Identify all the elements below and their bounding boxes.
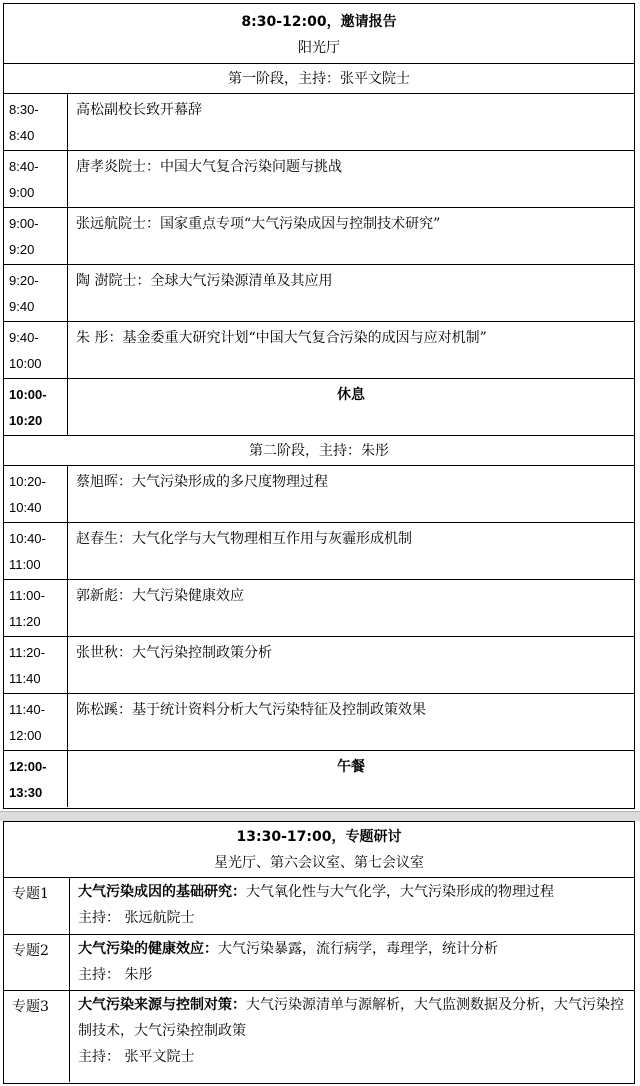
topic-title: 大气污染的健康效应： <box>78 941 218 957</box>
table-row <box>4 94 634 151</box>
topic-label: 专题3 <box>4 991 70 1082</box>
morning-header <box>4 4 634 64</box>
time-cell <box>4 151 68 207</box>
topic-host: 主持： 张远航院士 <box>78 910 195 926</box>
lunch-row <box>4 751 634 807</box>
topic-label: 专题1 <box>4 878 70 934</box>
stage1-title: 第一阶段，主持：张平文院士 <box>228 71 410 87</box>
session-text: 陶 澍院士：全球大气污染源清单及其应用 <box>76 273 333 289</box>
section-separator <box>0 811 640 821</box>
afternoon-header <box>4 822 634 878</box>
time-start: 11:00- <box>9 588 45 603</box>
time-start: 11:40- <box>9 702 45 717</box>
time-end: 13:30 <box>9 785 43 800</box>
topic-content <box>78 879 628 931</box>
time-end: 10:20 <box>9 413 43 428</box>
time-cell <box>4 379 68 435</box>
table-row <box>4 637 634 694</box>
time-start: 10:40- <box>9 531 46 546</box>
time-cell <box>4 580 68 636</box>
session-text: 蔡旭晖：大气污染形成的多尺度物理过程 <box>76 474 328 490</box>
topic-content <box>78 936 628 988</box>
stage2-title: 第二阶段，主持：朱彤 <box>249 443 389 459</box>
table-row <box>4 580 634 637</box>
time-cell <box>4 208 68 264</box>
topic-label: 专题2 <box>4 935 70 990</box>
time-start: 8:30- <box>9 102 39 117</box>
topic-row <box>4 935 634 991</box>
session-text: 张世秋：大气污染控制政策分析 <box>76 645 272 661</box>
lunch-label: 午餐 <box>337 759 365 775</box>
topic-host: 主持： 张平文院士 <box>78 1049 195 1065</box>
time-cell <box>4 751 68 807</box>
time-cell <box>4 637 68 693</box>
topic-title: 大气污染成因的基础研究： <box>78 884 246 900</box>
morning-schedule-table <box>3 3 635 809</box>
afternoon-time-title: 13:30-17:00，专题研讨 <box>236 829 402 845</box>
break-row <box>4 379 634 436</box>
table-row <box>4 322 634 379</box>
topic-row <box>4 991 634 1082</box>
morning-time-title: 8:30-12:00，邀请报告 <box>241 14 397 30</box>
time-end: 8:40 <box>9 128 35 143</box>
topic-title: 大气污染来源与控制对策： <box>78 997 246 1013</box>
topic-host: 主持： 朱彤 <box>78 967 153 983</box>
time-cell <box>4 466 68 522</box>
time-cell <box>4 265 68 321</box>
time-start: 9:40- <box>9 330 39 345</box>
stage1-header <box>4 64 634 94</box>
afternoon-venue: 星光厅、第六会议室、第七会议室 <box>214 855 424 871</box>
table-row <box>4 523 634 580</box>
break-label: 休息 <box>337 387 365 403</box>
session-text: 张远航院士：国家重点专项“大气污染成因与控制技术研究” <box>76 216 441 232</box>
time-end: 11:00 <box>9 557 41 572</box>
table-row <box>4 208 634 265</box>
topic-row <box>4 878 634 935</box>
session-text: 唐孝炎院士：中国大气复合污染问题与挑战 <box>76 159 342 175</box>
time-end: 12:00 <box>9 728 42 743</box>
session-text: 高松副校长致开幕辞 <box>76 102 202 118</box>
session-text: 陈松蹊：基于统计资料分析大气污染特征及控制政策效果 <box>76 702 426 718</box>
stage2-header <box>4 436 634 466</box>
time-end: 10:00 <box>9 356 42 371</box>
time-cell <box>4 94 68 150</box>
time-start: 12:00- <box>9 759 47 774</box>
session-text: 朱 彤：基金委重大研究计划“中国大气复合污染的成因与应对机制” <box>76 330 487 346</box>
time-cell <box>4 322 68 378</box>
topic-desc: 大气氧化性与大气化学，大气污染形成的物理过程 <box>246 884 554 900</box>
session-text: 赵春生：大气化学与大气物理相互作用与灰霾形成机制 <box>76 531 412 547</box>
afternoon-schedule-table <box>3 821 635 1084</box>
table-row <box>4 694 634 751</box>
time-start: 9:20- <box>9 273 39 288</box>
time-end: 11:40 <box>9 671 41 686</box>
topic-content <box>78 992 628 1070</box>
table-row <box>4 265 634 322</box>
table-row <box>4 151 634 208</box>
time-end: 11:20 <box>9 614 41 629</box>
time-start: 9:00- <box>9 216 39 231</box>
table-row <box>4 466 634 523</box>
time-start: 10:00- <box>9 387 47 402</box>
time-cell <box>4 694 68 750</box>
session-text: 郭新彪：大气污染健康效应 <box>76 588 244 604</box>
morning-venue: 阳光厅 <box>298 40 340 56</box>
time-end: 10:40 <box>9 500 42 515</box>
time-start: 10:20- <box>9 474 46 489</box>
time-end: 9:00 <box>9 185 35 200</box>
time-cell <box>4 523 68 579</box>
time-end: 9:40 <box>9 299 35 314</box>
time-end: 9:20 <box>9 242 35 257</box>
time-start: 8:40- <box>9 159 39 174</box>
topic-desc: 大气污染源清单与源解析，大气监测数据及分析，大气污染控制技术，大气污染控制政策 <box>78 997 624 1039</box>
time-start: 11:20- <box>9 645 45 660</box>
topic-desc: 大气污染暴露，流行病学，毒理学，统计分析 <box>218 941 498 957</box>
